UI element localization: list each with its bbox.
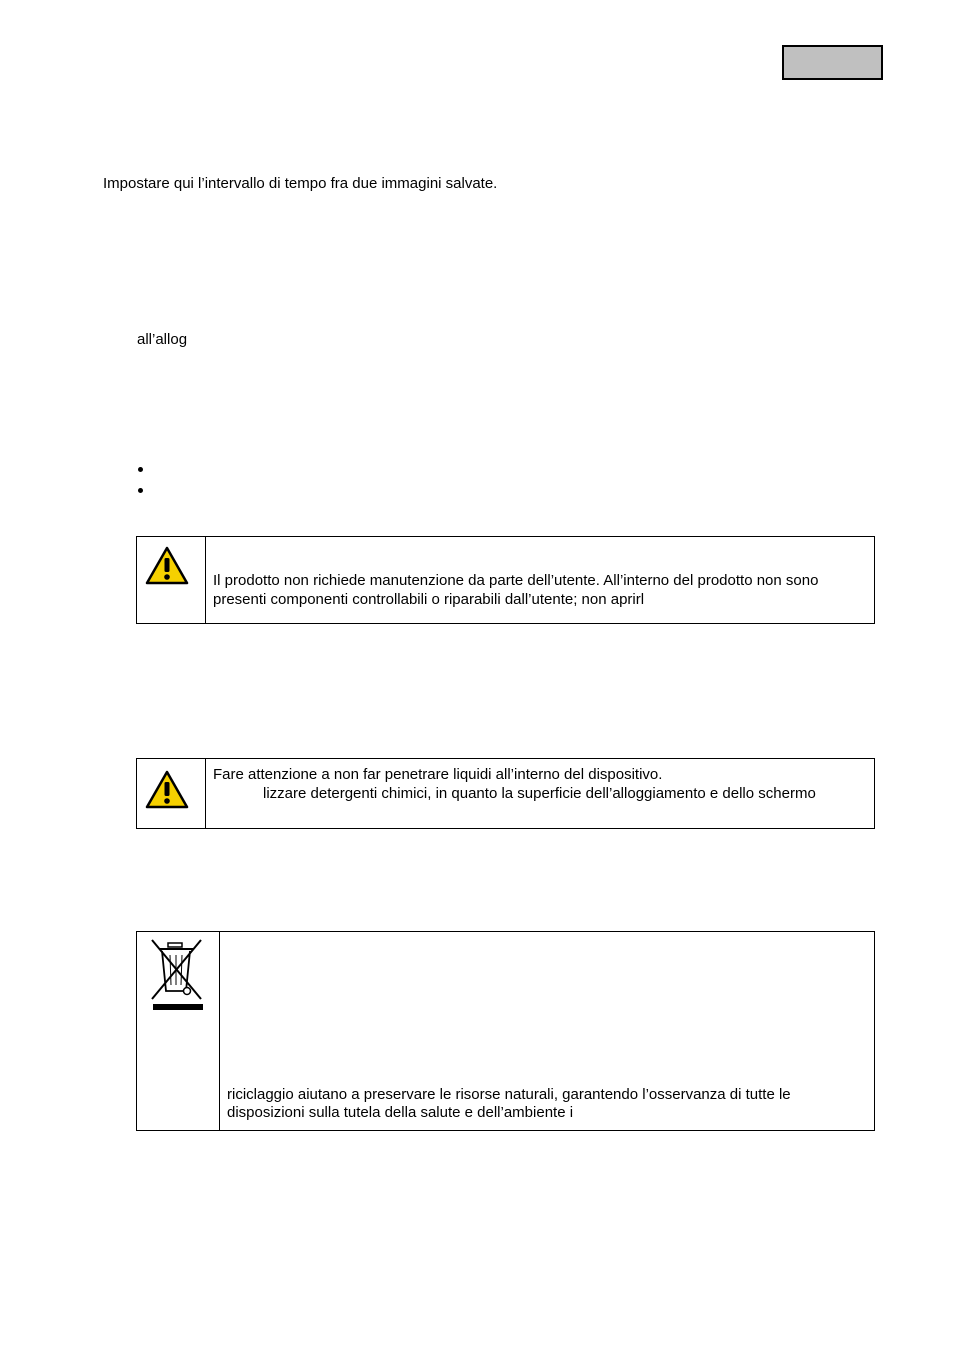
- warning-icon-cell: [137, 537, 206, 623]
- bullet-point: [138, 488, 143, 493]
- maintenance-warning-box: [136, 536, 875, 624]
- warning-triangle-icon: [145, 770, 189, 810]
- cleaning-warning-line-1: Fare attenzione a non far penetrare liquidi all’interno del dispositivo.: [213, 766, 663, 783]
- disposal-notice-box: [136, 931, 875, 1131]
- warning-triangle-icon: [145, 546, 189, 586]
- cleaning-warning-line-2: lizzare detergenti chimici, in quanto la superficie dell’alloggiamento e dello schermo: [263, 785, 816, 802]
- maintenance-warning-line-1: Il prodotto non richiede manutenzione da parte dell’utente. All’interno del prodotto non sono: [213, 572, 819, 589]
- crossed-out-bin-icon: [149, 939, 207, 1011]
- disposal-icon-cell: [137, 932, 220, 1130]
- interval-description: Impostare qui l’intervallo di tempo fra due immagini salvate.: [103, 175, 498, 192]
- bullet-point: [138, 467, 143, 472]
- language-tab: [782, 45, 883, 80]
- disposal-notice-line-2: disposizioni sulla tutela della salute e dell’ambiente i: [227, 1104, 574, 1121]
- disposal-notice-line-1: riciclaggio aiutano a preservare le risorse naturali, garantendo l’osservanza di tutte le: [227, 1086, 791, 1103]
- maintenance-warning-line-2: presenti componenti controllabili o riparabili dall’utente; non aprirl: [213, 591, 645, 608]
- cleaning-warning-box: [136, 758, 875, 829]
- warning-icon-cell: [137, 759, 206, 828]
- text-fragment: all’allog: [137, 331, 188, 348]
